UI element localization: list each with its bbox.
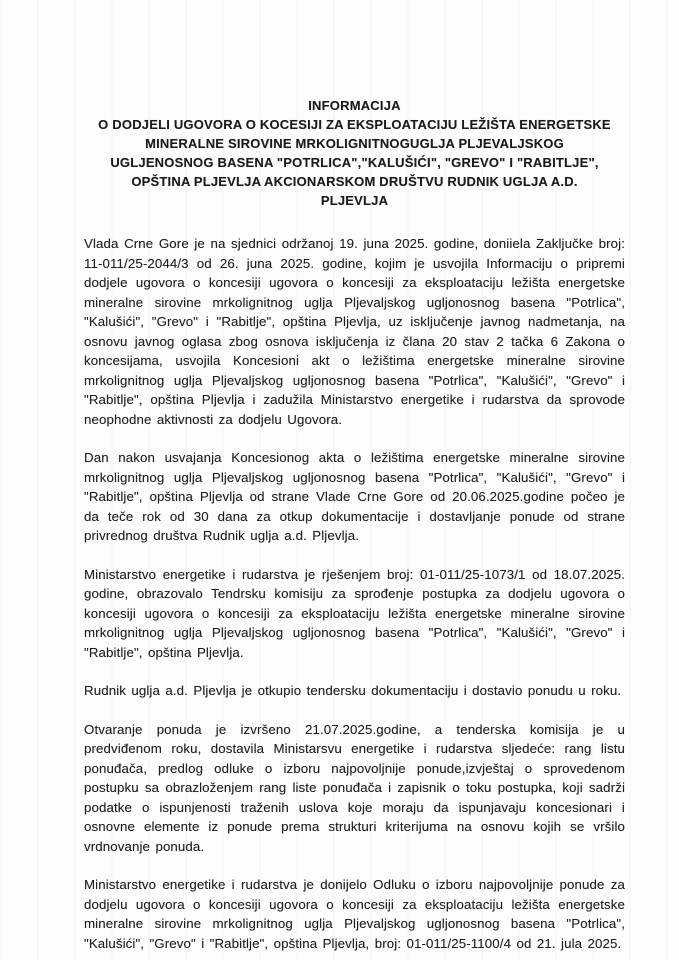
document-title <box>84 96 625 210</box>
paragraph-bid-opening: Otvaranje ponuda je izvršeno 21.07.2025.godine, a tenderska komisija je u predviđenom roku, dostavila Ministarsvu energetike i rudarstva sljedeće: rang listu ponuđača, predlog odluke o izboru najpovoljnije ponude,izvještaj o sprovedenom postupku sa obrazloženjem rang liste ponuđača i zapisnik o toku postupka, koji sadrži podatke o ispunjenosti traženih uslova koje moraju da ispunjavaju koncesionari i osnovne elemente iz ponude prema strukturi kriterijuma na osnovu kojih se vršilo vrdnovanje ponuda. <box>84 721 625 854</box>
paragraph-bid-submission: Rudnik uglja a.d. Pljevlja je otkupio tendersku dokumentaciju i dostavio ponudu u roku. <box>84 683 622 698</box>
document-body <box>84 234 625 953</box>
paragraph-concession-act-deadline: Dan nakon usvajanja Koncesionog akta o ležištima energetske mineralne sirovine mrkolignitnog uglja Pljevaljskog ugljonosnog basena "Potrlica", "Kalušići", "Grevo" i "Rabitlje", opština Pljevlja od strane Vlade Crne Gore od 20.06.2025.godine počeo je da teče rok od 30 dana za otkup dokumentacije i dostavljanje ponude od strane privrednog društva Rudnik uglja a.d. Pljevlja. <box>84 450 625 543</box>
document-title-line: PLJEVLJA <box>320 193 389 208</box>
document-title-line: OPŠTINA PLJEVLJA AKCIONARSKOM DRUŠTVU RUDNIK UGLJA A.D. <box>131 174 578 189</box>
paragraph-best-bid-decision: Ministarstvo energetike i rudarstva je donijelo Odluku o izboru najpovoljnije ponude za dodjelu ugovora o koncesiji ugovora o koncesiji za eksploataciju ležišta energetske mineralne sirovine mrkolignitnog uglja Pljevaljskog ugljonosnog basena "Potrlica", "Kalušići", "Grevo" i "Rabitlje", opština Pljevlja, broj: 01-011/25-1100/4 od 21. jula 2025. <box>84 877 625 951</box>
document-title-line: MINERALNE SIROVINE MRKOLIGNITNOGUGLJA PLJEVALJSKOG <box>145 136 564 151</box>
document-title-line: UGLJENOSNOG BASENA "POTRLICA","KALUŠIĆI", "GREVO" I "RABITLJE", <box>110 155 599 170</box>
paragraph-government-conclusion: Vlada Crne Gore je na sjednici održanoj 19. juna 2025. godine, doniiela Zaključke broj: 11-011/25-2044/3 od 26. juna 2025. godine, kojim je usvojila Informaciju o pripremi dodjele ugovora o koncesiji ugovora o koncesiji za eksploataciju ležišta energetske mineralne sirovine mrkolignitnog uglja Pljevaljskog ugljonosnog basena "Potrlica", "Kalušići", "Grevo" i "Rabitlje", opština Pljevlja, uz isključenje javnog nadmetanja, na osnovu javnog oglasa zbog osnova isključenja iz člana 20 stav 2 tačka 6 Zakona o koncesijama, usvojila Koncesioni akt o ležištima energetske mineralne sirovine mrkolignitnog uglja Pljevaljskog ugljonosnog basena "Potrlica", "Kalušići", "Grevo" i "Rabitlje", opština Pljevlja i zadužila Ministarstvo energetike i rudarstva da sprovode neophodne aktivnosti za dodjelu Ugovora. <box>84 236 625 427</box>
document-title-line: INFORMACIJA <box>308 98 401 113</box>
paragraph-tender-commission: Ministarstvo energetike i rudarstva je rješenjem broj: 01-011/25-1073/1 od 18.07.2025. godine, obrazovalo Tendrsku komisiju za sprođenje postupka za dodjelu ugovora o koncesiji ugovora o koncesiji za eksploataciju ležišta energetske mineralne sirovine mrkolignitnog uglja Pljevaljskog ugljonosnog basena "Potrlica", "Kalušići", "Grevo" i "Rabitlje", opština Pljevlja. <box>84 566 625 660</box>
document-title-line: O DODJELI UGOVORA O KOCESIJI ZA EKSPLOATACIJU LEŽIŠTA ENERGETSKE <box>98 117 611 132</box>
